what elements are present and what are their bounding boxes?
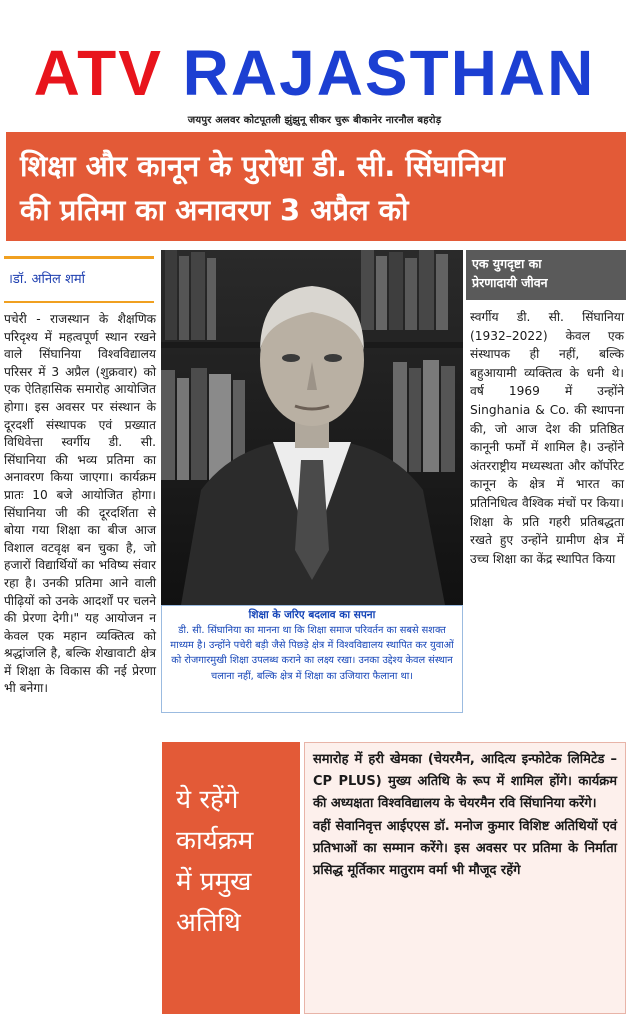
guests-label-line-2: कार्यक्रम — [176, 826, 254, 856]
divider — [4, 301, 154, 303]
left-column — [0, 250, 158, 1020]
article-body-right: स्वर्गीय डी. सी. सिंघानिया (1932–2022) केवल एक संस्थापक ही नहीं, बल्कि बहुआयामी व्यक्तित्व के धनी थे। वर्ष 1969 में उन्होंने Singhania & Co. की स्थापना की, जो आज देश की प्रतिष्ठित कानूनी फर्मों में शामिल है। उन्होंने अंतरराष्ट्रीय मध्यस्थता और कॉर्पोरेट कानून के क्षेत्र में भारत का प्रतिनिधित्व वैश्विक मंचों पर किया। शिक्षा के प्रति गहरी प्रतिबद्धता रखते हुए उन्होंने ग्रामीण क्षेत्र में उच्च शिक्षा का केंद्र स्थापित किया — [470, 310, 624, 566]
sidebar-heading-line-2: प्रेरणादायी जीवन — [472, 275, 548, 290]
sidebar-heading-line-1: एक युगदृष्टा का — [472, 256, 542, 271]
right-column — [466, 250, 626, 740]
byline: ।डॉ. अनिल शर्मा — [8, 272, 85, 287]
guests-label-box — [162, 742, 300, 1014]
masthead — [0, 0, 629, 132]
headline-line-1: शिक्षा और कानून के पुरोधा डी. सी. सिंघानिया — [20, 149, 506, 183]
portrait-illustration — [161, 250, 463, 605]
caption-body: डी. सी. सिंघानिया का मानना था कि शिक्षा समाज परिवर्तन का सबसे सशक्त माध्यम है। उन्होंने पचेरी बड़ी जैसे पिछड़े क्षेत्र में विश्वविद्यालय स्थापित कर युवाओं को रोजगारमुखी शिक्षा उपलब्ध कराने का लक्ष्य रखा। उनका उद्देश्य केवल संस्थान चलाना नहीं, बल्कि क्षेत्र में शिक्षा का उजियारा फैलाना था। — [170, 625, 454, 682]
article-body-left: पचेरी - राजस्थान के शैक्षणिक परिदृश्य में महत्वपूर्ण स्थान रखने वाले सिंघानिया विश्वविद्यालय परिसर में 3 अप्रैल (शुक्रवार) को एक ऐतिहासिक समारोह आयोजित होगा। इस अवसर पर संस्थान के दूरदर्शी संस्थापक एवं प्रख्यात विधिवेत्ता स्वर्गीय डी. सी. सिंघानिया की भव्य प्रतिमा का अनावरण किया जाएगा। कार्यक्रम प्रातः 10 बजे आयोजित होगा। सिंघानिया जी की दूरदर्शिता से बोया गया शिक्षा का बीज आज विशाल वटवृक्ष बन चुका है, जो हजारों विद्यार्थियों का भविष्य संवार रहा है। उनकी प्रतिमा आने वाली पीढ़ियों को उनके आदर्शों पर चलने की प्रेरणा देगी।" यह आयोजन न केवल एक महान व्यक्तित्व को श्रद्धांजलि है, बल्कि शेखावाटी क्षेत्र में शिक्षा के विकास की नई प्रेरणा भी बनेगा। — [4, 312, 156, 696]
sidebar-heading — [466, 250, 626, 300]
caption-title: शिक्षा के जरिए बदलाव का सपना — [248, 609, 376, 621]
brand-logo — [0, 38, 629, 108]
main-headline — [6, 132, 626, 241]
guests-label-line-3: में प्रमुख — [176, 867, 252, 897]
brand-part-blue: RAJASTHAN — [182, 37, 596, 109]
brand-part-red: ATV — [33, 37, 163, 109]
divider — [4, 256, 154, 259]
portrait-photo — [161, 250, 463, 605]
guests-paragraph-2: वहीं सेवानिवृत्त आईएएस डॉ. मनोज कुमार विशिष्ट अतिथियों एवं प्रतिभाओं का सम्मान करेंगे। इस अवसर पर प्रतिमा के निर्माता प्रसिद्ध मूर्तिकार मातुराम वर्मा भी मौजूद रहेंगे — [313, 818, 617, 879]
guests-paragraph-1: समारोह में हरी खेमका (चेयरमैन, आदित्य इन्फोटेक लिमिटेड – CP PLUS) मुख्य अतिथि के रूप में शामिल होंगे। कार्यक्रम की अध्यक्षता विश्वविद्यालय के चेयरमैन रवि सिंघानिया करेंगे। — [313, 752, 617, 812]
guests-label-line-1: ये रहेंगे — [176, 785, 239, 815]
city-list: जयपुर अलवर कोटपूतली झुंझुनू सीकर चुरू बीकानेर नारनौल बहरोड़ — [187, 115, 442, 126]
photo-caption — [161, 605, 463, 713]
guests-label-line-4: अतिथि — [176, 908, 241, 938]
guests-body — [304, 742, 626, 1014]
headline-line-2: की प्रतिमा का अनावरण 3 अप्रैल को — [20, 193, 409, 227]
